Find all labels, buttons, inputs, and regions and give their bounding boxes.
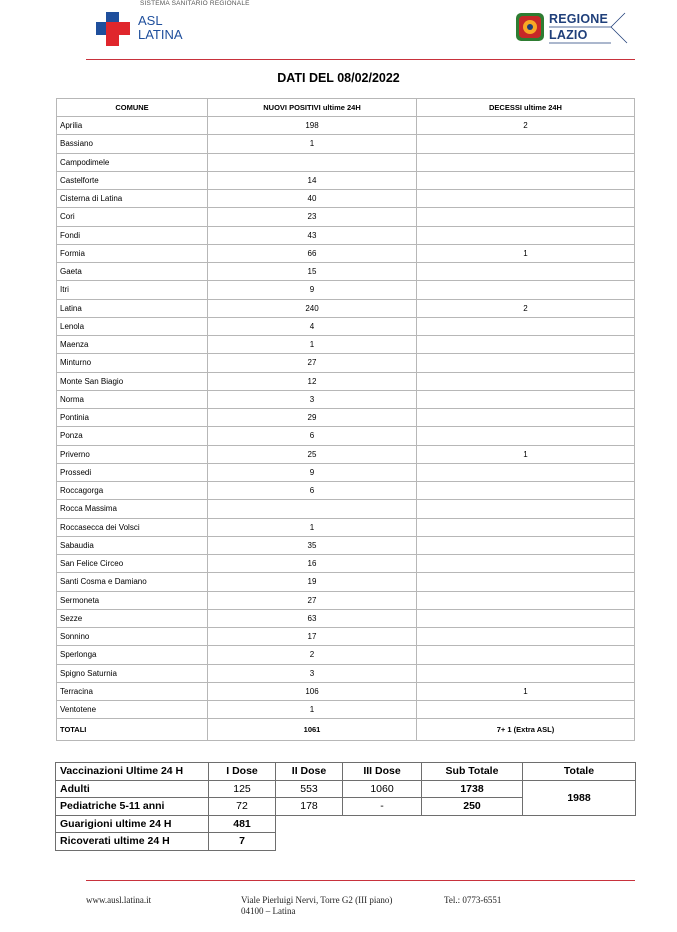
cell-comune: Prossedi: [57, 463, 208, 481]
cell-positivi: 14: [208, 171, 417, 189]
regione-line1: REGIONE: [549, 12, 609, 26]
cell-comune: Roccagorga: [57, 482, 208, 500]
cell-positivi: [208, 500, 417, 518]
column-header-positivi: NUOVI POSITIVI ultime 24H: [208, 99, 417, 117]
cell-positivi: 4: [208, 317, 417, 335]
cell-comune: Sperlonga: [57, 646, 208, 664]
regione-lazio-logo: [515, 10, 630, 46]
table-row: [57, 372, 635, 390]
header-divider: [86, 59, 635, 60]
vax-adulti-label: Adulti: [56, 780, 209, 798]
table-row: [57, 390, 635, 408]
vax-grand-total: 1988: [523, 780, 636, 815]
cell-comune: Sonnino: [57, 628, 208, 646]
totals-row: [57, 719, 635, 741]
cell-decessi: [417, 701, 635, 719]
cell-decessi: [417, 427, 635, 445]
covid-municipal-table: [56, 98, 635, 741]
table-row: [57, 427, 635, 445]
table-row: [57, 500, 635, 518]
table-row: [57, 701, 635, 719]
cell-decessi: [417, 281, 635, 299]
cell-positivi: 1: [208, 336, 417, 354]
cell-positivi: 198: [208, 117, 417, 135]
table-row: [57, 281, 635, 299]
ricoverati-label: Ricoverati ultime 24 H: [56, 833, 209, 851]
cell-positivi: 106: [208, 682, 417, 700]
cell-comune: Roccasecca dei Volsci: [57, 518, 208, 536]
column-header-comune: COMUNE: [57, 99, 208, 117]
table-row: [57, 482, 635, 500]
cell-decessi: [417, 555, 635, 573]
table-row: [57, 336, 635, 354]
cell-decessi: [417, 263, 635, 281]
cell-positivi: 15: [208, 263, 417, 281]
cell-positivi: 6: [208, 427, 417, 445]
vax-header-total: Totale: [523, 763, 636, 781]
cell-decessi: [417, 536, 635, 554]
table-header-row: [57, 99, 635, 117]
table-row: [57, 354, 635, 372]
table-row: [57, 135, 635, 153]
table-row: [57, 463, 635, 481]
cell-comune: Norma: [57, 390, 208, 408]
cell-comune: Latina: [57, 299, 208, 317]
ricoverati-row: [56, 833, 636, 851]
cell-positivi: 9: [208, 281, 417, 299]
asl-latina-logo: [96, 2, 296, 52]
vax-pediatriche-dose1: 72: [209, 798, 276, 816]
cell-positivi: 66: [208, 244, 417, 262]
vax-header-dose3: III Dose: [343, 763, 422, 781]
cell-positivi: 40: [208, 190, 417, 208]
cell-positivi: 63: [208, 609, 417, 627]
cell-decessi: [417, 628, 635, 646]
cell-comune: Castelforte: [57, 171, 208, 189]
regione-name: [549, 12, 608, 42]
cell-comune: Fondi: [57, 226, 208, 244]
table-row: [57, 628, 635, 646]
vax-header-dose1: I Dose: [209, 763, 276, 781]
cell-positivi: 12: [208, 372, 417, 390]
cell-comune: Ventotene: [57, 701, 208, 719]
table-row: [57, 609, 635, 627]
table-row: [57, 682, 635, 700]
cell-decessi: [417, 135, 635, 153]
vax-header-row: [56, 763, 636, 781]
cell-comune: Priverno: [57, 445, 208, 463]
totals-label: TOTALI: [57, 719, 208, 741]
cell-decessi: [417, 463, 635, 481]
cell-comune: Sezze: [57, 609, 208, 627]
footer-divider: [86, 880, 635, 881]
cell-decessi: [417, 171, 635, 189]
cell-decessi: [417, 390, 635, 408]
cell-positivi: [208, 153, 417, 171]
cell-decessi: [417, 153, 635, 171]
cell-decessi: [417, 317, 635, 335]
cell-decessi: 1: [417, 445, 635, 463]
cell-decessi: [417, 646, 635, 664]
table-row: [57, 171, 635, 189]
cell-comune: Minturno: [57, 354, 208, 372]
table-row: [57, 445, 635, 463]
cell-decessi: 2: [417, 299, 635, 317]
ricoverati-value: 7: [209, 833, 276, 851]
column-header-decessi: DECESSI ultime 24H: [417, 99, 635, 117]
table-row: [57, 153, 635, 171]
cell-comune: Terracina: [57, 682, 208, 700]
cell-decessi: [417, 482, 635, 500]
footer-address: [241, 895, 392, 917]
vax-adulti-dose3: 1060: [343, 780, 422, 798]
regione-line2: LAZIO: [549, 28, 588, 42]
cell-comune: Aprilia: [57, 117, 208, 135]
cell-comune: Formia: [57, 244, 208, 262]
footer-address-line2: 04100 – Latina: [241, 906, 296, 916]
cell-positivi: 3: [208, 390, 417, 408]
cell-decessi: [417, 500, 635, 518]
table-row: [57, 117, 635, 135]
table-row: [57, 664, 635, 682]
cell-decessi: [417, 664, 635, 682]
cell-comune: Cisterna di Latina: [57, 190, 208, 208]
table-row: [57, 317, 635, 335]
cell-comune: Itri: [57, 281, 208, 299]
vax-adulti-subtotal: 1738: [422, 780, 523, 798]
cell-comune: Santi Cosma e Damiano: [57, 573, 208, 591]
cell-positivi: 23: [208, 208, 417, 226]
guarigioni-value: 481: [209, 815, 276, 833]
cell-comune: Lenola: [57, 317, 208, 335]
footer-address-line1: Viale Pierluigi Nervi, Torre G2 (III piano): [241, 895, 393, 905]
cell-comune: Spigno Saturnia: [57, 664, 208, 682]
cell-comune: Campodimele: [57, 153, 208, 171]
cell-positivi: 1: [208, 135, 417, 153]
cell-positivi: 19: [208, 573, 417, 591]
asl-name-line1: ASL: [138, 13, 163, 28]
vax-pediatriche-subtotal: 250: [422, 798, 523, 816]
cell-decessi: [417, 573, 635, 591]
cell-positivi: 27: [208, 354, 417, 372]
guarigioni-label: Guarigioni ultime 24 H: [56, 815, 209, 833]
table-body: [57, 117, 635, 719]
cell-comune: Monte San Biagio: [57, 372, 208, 390]
table-row: [57, 536, 635, 554]
totals-decessi: 7+ 1 (Extra ASL): [417, 719, 635, 741]
table-row: [57, 518, 635, 536]
footer-website[interactable]: www.ausl.latina.it: [86, 895, 152, 905]
cell-comune: San Felice Circeo: [57, 555, 208, 573]
cell-positivi: 9: [208, 463, 417, 481]
cell-comune: Pontinia: [57, 409, 208, 427]
table-row: [57, 263, 635, 281]
vaccination-table: [55, 762, 636, 851]
cell-decessi: 1: [417, 244, 635, 262]
cell-positivi: 2: [208, 646, 417, 664]
vax-row-adulti: [56, 780, 636, 798]
table-row: [57, 244, 635, 262]
asl-cross-icon: [96, 12, 130, 46]
regione-seal-icon: [515, 12, 545, 42]
cell-comune: Rocca Massima: [57, 500, 208, 518]
cell-decessi: [417, 336, 635, 354]
cell-decessi: [417, 609, 635, 627]
cell-comune: Sermoneta: [57, 591, 208, 609]
cell-comune: Gaeta: [57, 263, 208, 281]
cell-positivi: 3: [208, 664, 417, 682]
vax-header-dose2: II Dose: [276, 763, 343, 781]
cell-comune: Sabaudia: [57, 536, 208, 554]
cell-decessi: [417, 372, 635, 390]
cell-comune: Bassiano: [57, 135, 208, 153]
cell-positivi: 27: [208, 591, 417, 609]
cell-positivi: 240: [208, 299, 417, 317]
page-title: DATI DEL 08/02/2022: [277, 71, 400, 85]
vax-pediatriche-dose2: 178: [276, 798, 343, 816]
cell-positivi: 25: [208, 445, 417, 463]
table-row: [57, 299, 635, 317]
cell-positivi: 43: [208, 226, 417, 244]
cell-comune: Maenza: [57, 336, 208, 354]
vax-header-label: Vaccinazioni Ultime 24 H: [56, 763, 209, 781]
cell-comune: Cori: [57, 208, 208, 226]
cell-decessi: [417, 591, 635, 609]
vax-pediatriche-label: Pediatriche 5-11 anni: [56, 798, 209, 816]
cell-positivi: 29: [208, 409, 417, 427]
cell-positivi: 16: [208, 555, 417, 573]
cell-decessi: [417, 354, 635, 372]
vax-adulti-dose2: 553: [276, 780, 343, 798]
cell-decessi: [417, 518, 635, 536]
cell-decessi: [417, 208, 635, 226]
asl-name-line2: LATINA: [138, 27, 183, 42]
cell-decessi: 2: [417, 117, 635, 135]
table-row: [57, 190, 635, 208]
guarigioni-row: [56, 815, 636, 833]
cell-decessi: 1: [417, 682, 635, 700]
table-row: [57, 208, 635, 226]
cell-positivi: 1: [208, 518, 417, 536]
cell-decessi: [417, 409, 635, 427]
vax-header-subtotal: Sub Totale: [422, 763, 523, 781]
cell-positivi: 35: [208, 536, 417, 554]
table-row: [57, 555, 635, 573]
table-row: [57, 226, 635, 244]
cell-decessi: [417, 226, 635, 244]
cell-decessi: [417, 190, 635, 208]
table-row: [57, 573, 635, 591]
table-row: [57, 591, 635, 609]
vax-adulti-dose1: 125: [209, 780, 276, 798]
asl-name: [138, 14, 183, 42]
footer-phone: Tel.: 0773-6551: [444, 895, 502, 905]
table-row: [57, 646, 635, 664]
cell-comune: Ponza: [57, 427, 208, 445]
asl-system-label: SISTEMA SANITARIO REGIONALE: [140, 0, 250, 7]
cell-positivi: 17: [208, 628, 417, 646]
table-row: [57, 409, 635, 427]
vax-pediatriche-dose3: -: [343, 798, 422, 816]
cell-positivi: 6: [208, 482, 417, 500]
totals-positivi: 1061: [208, 719, 417, 741]
cell-positivi: 1: [208, 701, 417, 719]
